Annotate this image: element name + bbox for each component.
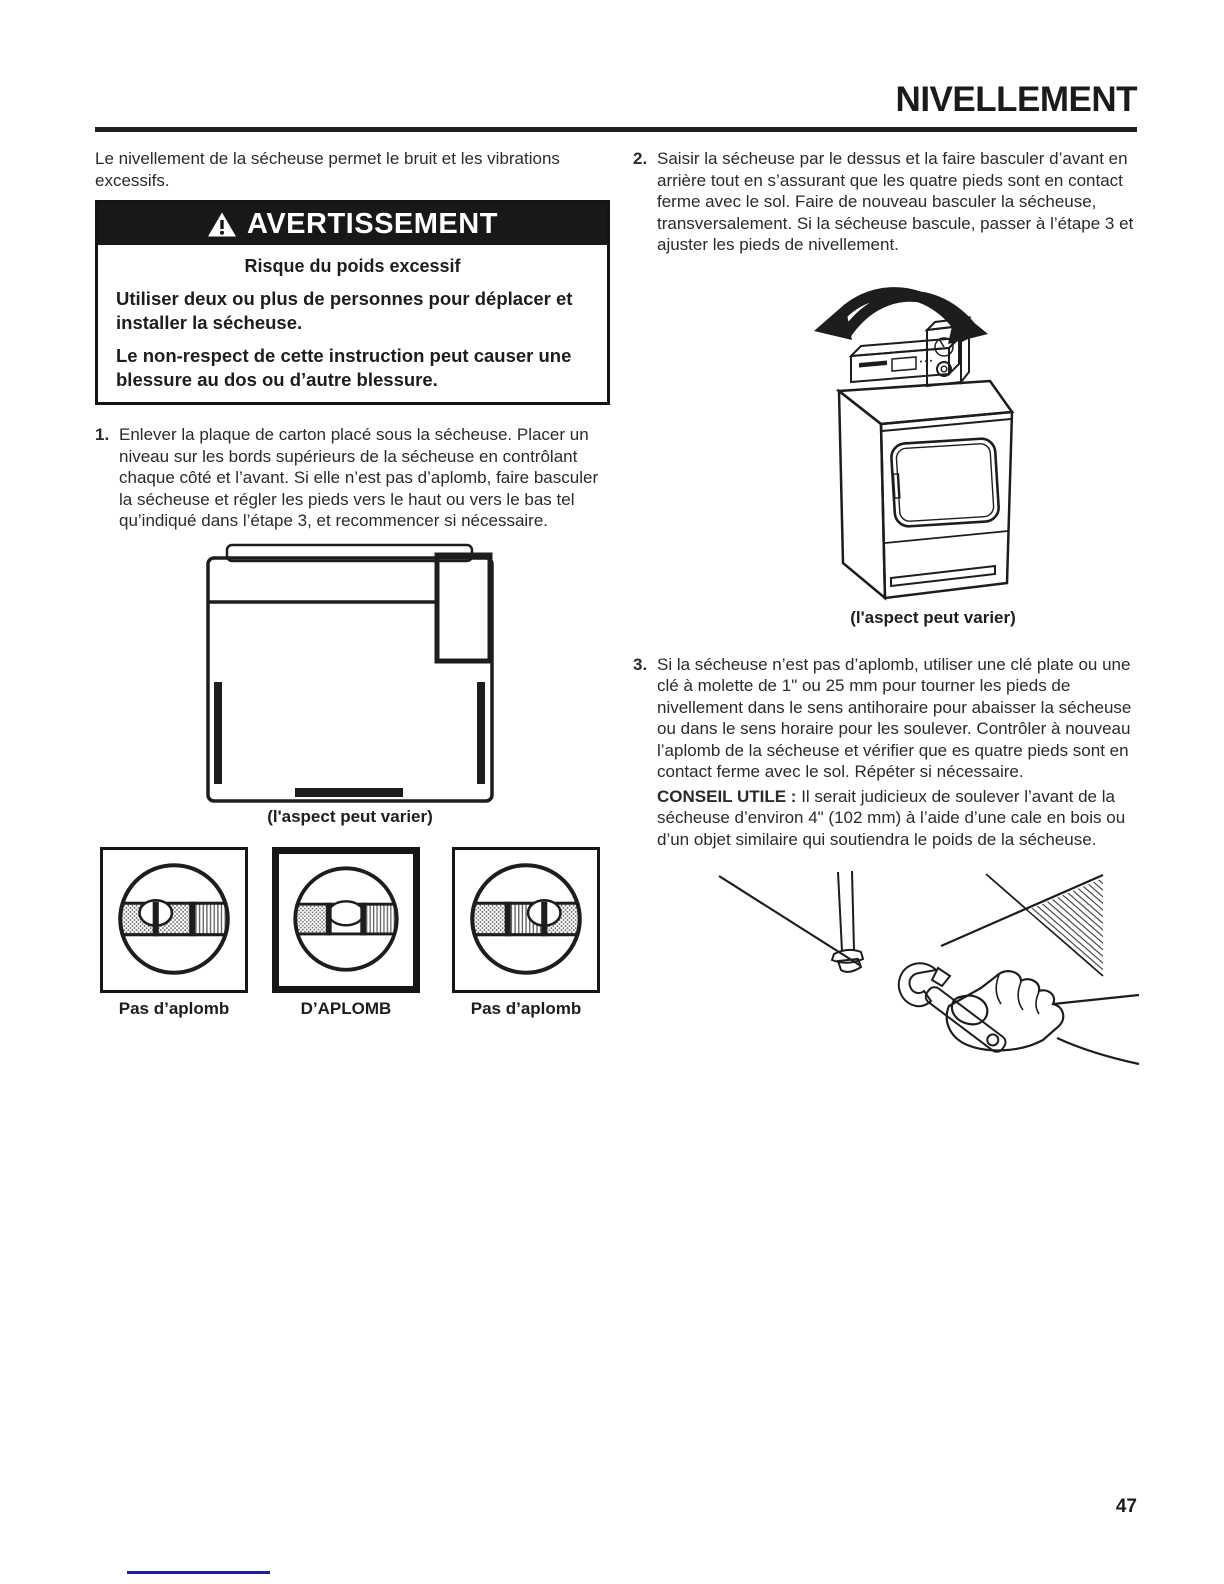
level-right-graphic <box>455 850 597 990</box>
warning-header <box>98 203 607 245</box>
title-rule <box>95 127 1137 132</box>
arm-top-line <box>1053 995 1139 1004</box>
dryer-top-deck <box>839 381 1012 424</box>
console-knob-dot-3 <box>930 359 932 361</box>
hand <box>947 971 1139 1064</box>
top-view-body <box>208 558 492 801</box>
console-slot <box>859 360 887 367</box>
warning-box <box>95 200 610 405</box>
step-2-number: 2. <box>633 149 648 168</box>
console-top <box>851 338 959 356</box>
top-view-left-bar <box>214 682 222 784</box>
level-indicators-row <box>95 847 610 1022</box>
warning-paragraph-1: Utiliser deux ou plus de personnes pour déplacer et installer la sécheuse. <box>116 288 573 333</box>
tip-text: Il serait judicieux de soulever l’avant de la sécheuse d’environ 4" (102 mm) à l’aide d’une cale en bois ou d’un objet similaire qui soutiendra le poids de la sécheuse. <box>657 786 1126 849</box>
tip-label: CONSEIL UTILE : <box>657 786 797 806</box>
level-center-graphic <box>279 854 413 986</box>
arm-bottom-line <box>1057 1038 1139 1064</box>
warning-subtitle: Risque du poids excessif <box>244 256 461 276</box>
dryer-door <box>891 437 1000 526</box>
level-center-caption: D’APLOMB <box>300 998 392 1018</box>
warning-paragraph-2: Le non-respect de cette instruction peut causer une blessure au dos ou d’autre blessure. <box>116 345 572 390</box>
footer-blue-line <box>127 1571 270 1574</box>
finger-crease-3 <box>1036 992 1039 1014</box>
dryer-caption: (l'aspect peut varier) <box>850 607 1016 627</box>
dryer-leg-right-edge <box>852 871 854 950</box>
right-column <box>633 148 1138 1082</box>
adjustable-wrench <box>899 963 1008 1054</box>
warning-body <box>98 245 607 402</box>
page-title: NIVELLEMENT <box>895 80 1137 119</box>
wrench-jaw <box>899 963 936 1006</box>
top-view-meter-box <box>437 555 490 661</box>
step-3 <box>633 654 1138 783</box>
top-view-right-bar <box>477 682 485 784</box>
level-left-graphic <box>103 850 245 990</box>
wrench-illustration <box>691 854 1141 1082</box>
coin-slot-inner <box>941 366 947 372</box>
level-left-caption: Pas d’aplomb <box>118 998 230 1018</box>
left-column <box>95 148 610 1022</box>
top-view-front-bar <box>295 788 403 797</box>
tip-paragraph <box>633 786 1138 851</box>
level-right-caption: Pas d’aplomb <box>470 998 582 1018</box>
intro-paragraph: Le nivellement de la sécheuse permet le bruit et les vibrations excessifs. <box>95 149 560 190</box>
step-1-text: Enlever la plaque de carton placé sous la sécheuse. Placer un niveau sur les bords supérieurs de la sécheuse en contrôlant chaque côté et l’avant. Si elle n’est pas d’aplomb, faire basculer la sécheuse et régler les pieds vers le haut ou vers le bas tel qu’indiqué dans l’étape 3, et recommencer si nécessaire. <box>119 425 599 530</box>
level-indicator-left <box>100 847 248 993</box>
warning-title: AVERTISSEMENT <box>247 207 498 240</box>
step-1 <box>95 424 610 532</box>
warning-triangle-icon <box>207 211 237 238</box>
step-3-number: 3. <box>633 654 648 674</box>
console-display <box>892 357 916 371</box>
dryer-leg-left-edge <box>838 872 842 951</box>
step-2-text: Saisir la sécheuse par le dessus et la faire basculer d’avant en arrière tout en s’assurant que les quatre pieds sont en contact ferme avec le sol. Faire de nouveau basculer la sécheuse, transversalement. Si la sécheuse bascule, passer à l’étape 3 et ajuster les pieds de nivellement. <box>657 149 1134 254</box>
wrench-figure <box>691 854 1141 1082</box>
step-3-text: Si la sécheuse n’est pas d’aplomb, utiliser une clé plate ou une clé à molette de 1" ou 25 mm pour tourner les pieds de nivellement dans le sens antihoraire pour abaisser la sécheuse ou dans le sens horaire pour les soulever. Contrôler à nouveau l’aplomb de la sécheuse et vérifier que es quatre pieds sont en contact ferme avec le sol. Répéter si nécessaire. <box>657 654 1132 781</box>
dryer-kick-line <box>885 531 1008 543</box>
level-indicator-center <box>272 847 420 993</box>
finger-crease-2 <box>1018 982 1023 1010</box>
dryer-base-lip <box>891 566 995 586</box>
dryer-illustration <box>788 268 1020 604</box>
step-2 <box>633 148 1138 256</box>
page-number: 47 <box>1115 1496 1137 1517</box>
dryer-deck-lip <box>882 419 1011 431</box>
top-view-diagram <box>205 542 495 804</box>
top-view-figure <box>205 542 495 827</box>
dryer-left-side <box>839 391 885 598</box>
console-knob-dot-1 <box>920 360 922 362</box>
step-1-number: 1. <box>95 425 110 444</box>
top-view-caption: (l'aspect peut varier) <box>267 806 433 826</box>
dryer-figure <box>788 268 1023 604</box>
finger-crease-1 <box>996 975 1001 1004</box>
level-indicator-right <box>452 847 600 993</box>
